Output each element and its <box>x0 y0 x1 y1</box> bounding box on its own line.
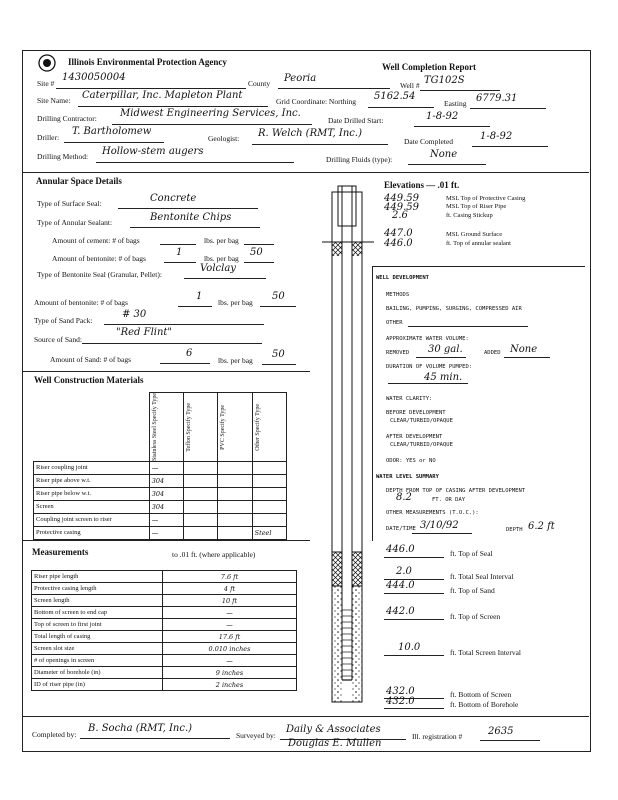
elev-riser-value: 449.59 <box>384 202 419 213</box>
bentonite-perbag-value: 50 <box>250 247 263 258</box>
bentonite2-value: 1 <box>196 291 203 302</box>
sand-amount-label: Amount of Sand: # of bags <box>50 355 132 364</box>
completed-by-value: B. Socha (RMT, Inc.) <box>88 723 193 734</box>
measurement-value: — <box>163 655 297 667</box>
materials-row-label: Coupling joint screen to riser <box>34 513 150 526</box>
surface-seal-value: Concrete <box>150 193 197 204</box>
materials-heading: Well Construction Materials <box>34 375 144 385</box>
materials-cell: 304 <box>149 500 183 513</box>
elev-bottom-borehole-label: ft. Bottom of Borehole <box>450 700 519 709</box>
elev-top-sand-value: 444.0 <box>386 580 415 591</box>
odor-label: ODOR: YES or NO <box>386 458 436 464</box>
easting-label: Easting <box>444 99 467 108</box>
measurements-table <box>31 570 297 691</box>
sand-perbag-label: lbs. per bag <box>218 356 253 365</box>
elev-top-screen-label: ft. Top of Screen <box>450 612 501 621</box>
bentonite2-perbag-label: lbs. per bag <box>218 298 253 307</box>
before-options: CLEAR/TURBID/OPAQUE <box>390 418 453 424</box>
measurement-value: 4 ft <box>163 583 297 595</box>
development-heading: WELL DEVELOPMENT <box>376 275 429 281</box>
registration-value: 2635 <box>488 726 514 737</box>
bentonite2-label: Amount of bentonite: # of bags <box>34 298 128 307</box>
well-value: TG102S <box>424 75 465 86</box>
elev-protective-casing-label: MSL Top of Protective Casing <box>446 195 526 202</box>
before-label: BEFORE DEVELOPMENT <box>386 410 446 416</box>
elev-screen-interval-label: ft. Total Screen Interval <box>450 648 521 657</box>
site-name-value: Caterpillar, Inc. Mapleton Plant <box>82 90 243 101</box>
measurements-subheading: to .01 ft. (where applicable) <box>172 550 256 559</box>
added-value: None <box>510 344 538 355</box>
measurement-label: Bottom of screen to end cap <box>32 607 163 619</box>
geologist-label: Geologist: <box>208 134 240 143</box>
datetime-label: DATE/TIME <box>386 526 416 532</box>
northing-value: 5162.54 <box>374 91 416 102</box>
col-other: Other Specify Type <box>254 403 261 451</box>
drilling-fluids-label: Drilling Fluids (type): <box>326 155 393 164</box>
water-level-heading: WATER LEVEL SUMMARY <box>376 474 439 480</box>
drilling-fluids-value: None <box>430 149 458 160</box>
measurement-label: Riser pipe length <box>32 571 163 583</box>
bentonite2-perbag-value: 50 <box>272 291 285 302</box>
elev-riser-label: MSL Top of Riser Pipe <box>446 203 507 210</box>
county-label: County <box>248 79 271 88</box>
materials-cell: Steel <box>252 526 286 539</box>
measurement-label: ID of riser pipe (in) <box>32 679 163 691</box>
sand-pack-label: Type of Sand Pack: <box>34 316 93 325</box>
surveyor-name: Douglas E. Mullen <box>288 738 382 749</box>
bentonite-bags-label: Amount of bentonite: # of bags <box>52 254 146 263</box>
annular-heading: Annular Space Details <box>36 176 122 186</box>
cement-perbag-label: lbs. per bag <box>204 236 239 245</box>
elev-bottom-borehole-value: 432.0 <box>386 696 415 707</box>
materials-cell: — <box>149 513 183 526</box>
materials-cell: — <box>149 461 183 474</box>
measurement-value: 2 inches <box>163 679 297 691</box>
materials-cell: — <box>149 526 183 539</box>
sand-pack-value: # 30 <box>122 309 147 320</box>
measurement-label: Screen length <box>32 595 163 607</box>
materials-table <box>33 392 287 540</box>
after-label: AFTER DEVELOPMENT <box>386 434 443 440</box>
elev-seal-interval-value: 2.0 <box>396 566 412 577</box>
date-completed-label: Date Completed <box>404 137 453 146</box>
duration-value: 45 min. <box>424 372 463 383</box>
after-options: CLEAR/TURBID/OPAQUE <box>390 442 453 448</box>
measurement-value: — <box>163 619 297 631</box>
drilling-method-label: Drilling Method: <box>37 152 89 161</box>
cement-label: Amount of cement: # of bags <box>52 236 140 245</box>
development-methods-label: METHODS <box>386 292 410 298</box>
added-label: ADDED <box>484 350 501 356</box>
sand-amount-value: 6 <box>186 348 193 359</box>
contractor-label: Drilling Contractor: <box>37 114 97 123</box>
driller-value: T. Bartholomew <box>72 126 152 137</box>
depth2-label: DEPTH <box>506 527 523 533</box>
agency-name: Illinois Environmental Protection Agency <box>68 57 227 67</box>
depth2-value: 6.2 ft <box>528 521 555 532</box>
site-label: Site # <box>37 79 55 88</box>
well-label: Well # <box>400 81 420 90</box>
measurement-value: 7.6 ft <box>163 571 297 583</box>
surveyed-by-label: Surveyed by: <box>236 731 276 740</box>
elev-ground-label: MSL Ground Surface <box>446 231 503 238</box>
sand-source-label: Source of Sand: <box>34 335 82 344</box>
approx-volume-label: APPROXIMATE WATER VOLUME: <box>386 336 469 342</box>
elev-stickup-label: ft. Casing Stickup <box>446 212 493 219</box>
bentonite-seal-type-label: Type of Bentonite Seal (Granular, Pellet): <box>37 270 162 279</box>
easting-value: 6779.31 <box>476 93 518 104</box>
site-name-label: Site Name: <box>37 96 71 105</box>
county-value: Peoria <box>284 73 317 84</box>
geologist-value: R. Welch (RMT, Inc.) <box>258 128 362 139</box>
date-started-value: 1-8-92 <box>426 111 459 122</box>
removed-label: REMOVED <box>386 350 410 356</box>
development-other-label: OTHER <box>386 320 403 326</box>
measurement-value: 17.6 ft <box>163 631 297 643</box>
well-diagram <box>318 180 378 720</box>
measurement-value: 10 ft <box>163 595 297 607</box>
measurement-label: Protective casing length <box>32 583 163 595</box>
materials-row-label: Riser pipe above w.t. <box>34 474 150 487</box>
col-stainless: Stainless Steel Specify Type <box>151 393 158 461</box>
illinois-epa-logo-icon <box>36 54 58 72</box>
elev-bottom-screen-label: ft. Bottom of Screen <box>450 690 512 699</box>
elev-stickup-value: 2.6 <box>392 210 408 221</box>
duration-label: DURATION OF VOLUME PUMPED: <box>386 364 473 370</box>
measurement-label: Top of screen to first joint <box>32 619 163 631</box>
elev-seal-interval-label: ft. Total Seal Interval <box>450 572 514 581</box>
annular-sealant-value: Bentonite Chips <box>150 212 232 223</box>
removed-value: 30 gal. <box>428 344 463 355</box>
measurement-label: Screen slot size <box>32 643 163 655</box>
elev-annular-label: ft. Top of annular sealant <box>446 240 511 247</box>
measurement-label: Total length of casing <box>32 631 163 643</box>
depth-label: DEPTH FROM TOP OF CASING AFTER DEVELOPMENT <box>386 488 526 494</box>
materials-cell: 304 <box>149 487 183 500</box>
development-methods-line: BAILING, PUMPING, SURGING, COMPRESSED AIR <box>386 306 522 312</box>
elev-bottom-screen-value: 432.0 <box>386 686 415 697</box>
date-completed-value: 1-8-92 <box>480 131 513 142</box>
elev-top-seal-label: ft. Top of Seal <box>450 549 493 558</box>
depth-value: 8.2 <box>396 492 412 503</box>
measurement-label: # of openings in screen <box>32 655 163 667</box>
materials-cell: 304 <box>149 474 183 487</box>
elev-top-screen-value: 442.0 <box>386 606 415 617</box>
other-measurements-label: OTHER MEASUREMENTS (T.O.C.): <box>386 510 479 516</box>
report-title: Well Completion Report <box>382 62 476 72</box>
col-teflon: Teflon Specify Type <box>186 402 193 452</box>
bentonite-seal-type-value: Volclay <box>200 263 236 274</box>
elev-annular-value: 446.0 <box>384 238 413 249</box>
materials-row-label: Riser coupling joint <box>34 461 150 474</box>
clarity-label: WATER CLARITY: <box>386 396 433 402</box>
materials-row-label: Riser pipe below w.t. <box>34 487 150 500</box>
surface-seal-label: Type of Surface Seal: <box>37 199 102 208</box>
bentonite-bags-value: 1 <box>176 247 183 258</box>
measurement-value: — <box>163 607 297 619</box>
elev-ground-value: 447.0 <box>384 228 413 239</box>
elev-top-sand-label: ft. Top of Sand <box>450 586 495 595</box>
datetime-value: 3/10/92 <box>420 520 459 531</box>
surveyed-by-value: Daily & Associates <box>286 724 381 735</box>
sand-source-value: "Red Flint" <box>116 327 173 338</box>
materials-row-label: Protective casing <box>34 526 150 539</box>
depth-units: FT. OR DAY <box>432 497 466 503</box>
col-pvc: PVC Specify Type <box>220 404 227 450</box>
site-value: 1430050004 <box>62 72 126 83</box>
elev-screen-interval-value: 10.0 <box>398 642 421 653</box>
measurements-heading: Measurements <box>32 547 89 557</box>
elevations-heading: Elevations — .01 ft. <box>384 180 460 190</box>
elev-protective-casing-value: 449.59 <box>384 193 419 204</box>
annular-sealant-label: Type of Annular Sealant: <box>37 218 113 227</box>
registration-label: Ill. registration # <box>412 732 463 741</box>
driller-label: Driller: <box>37 133 60 142</box>
date-started-label: Date Drilled Start: <box>328 116 384 125</box>
completed-by-label: Completed by: <box>32 730 77 739</box>
sand-perbag-value: 50 <box>272 349 285 360</box>
contractor-value: Midwest Engineering Services, Inc. <box>120 108 301 119</box>
measurement-value: 9 inches <box>163 667 297 679</box>
measurement-value: 0.010 inches <box>163 643 297 655</box>
materials-row-label: Screen <box>34 500 150 513</box>
drilling-method-value: Hollow-stem augers <box>102 146 204 157</box>
grid-coordinate-label: Grid Coordinate: Northing <box>276 97 356 106</box>
elev-top-seal-value: 446.0 <box>386 544 415 555</box>
bentonite-perbag-label: lbs. per bag <box>204 254 239 263</box>
measurement-label: Diameter of borehole (in) <box>32 667 163 679</box>
